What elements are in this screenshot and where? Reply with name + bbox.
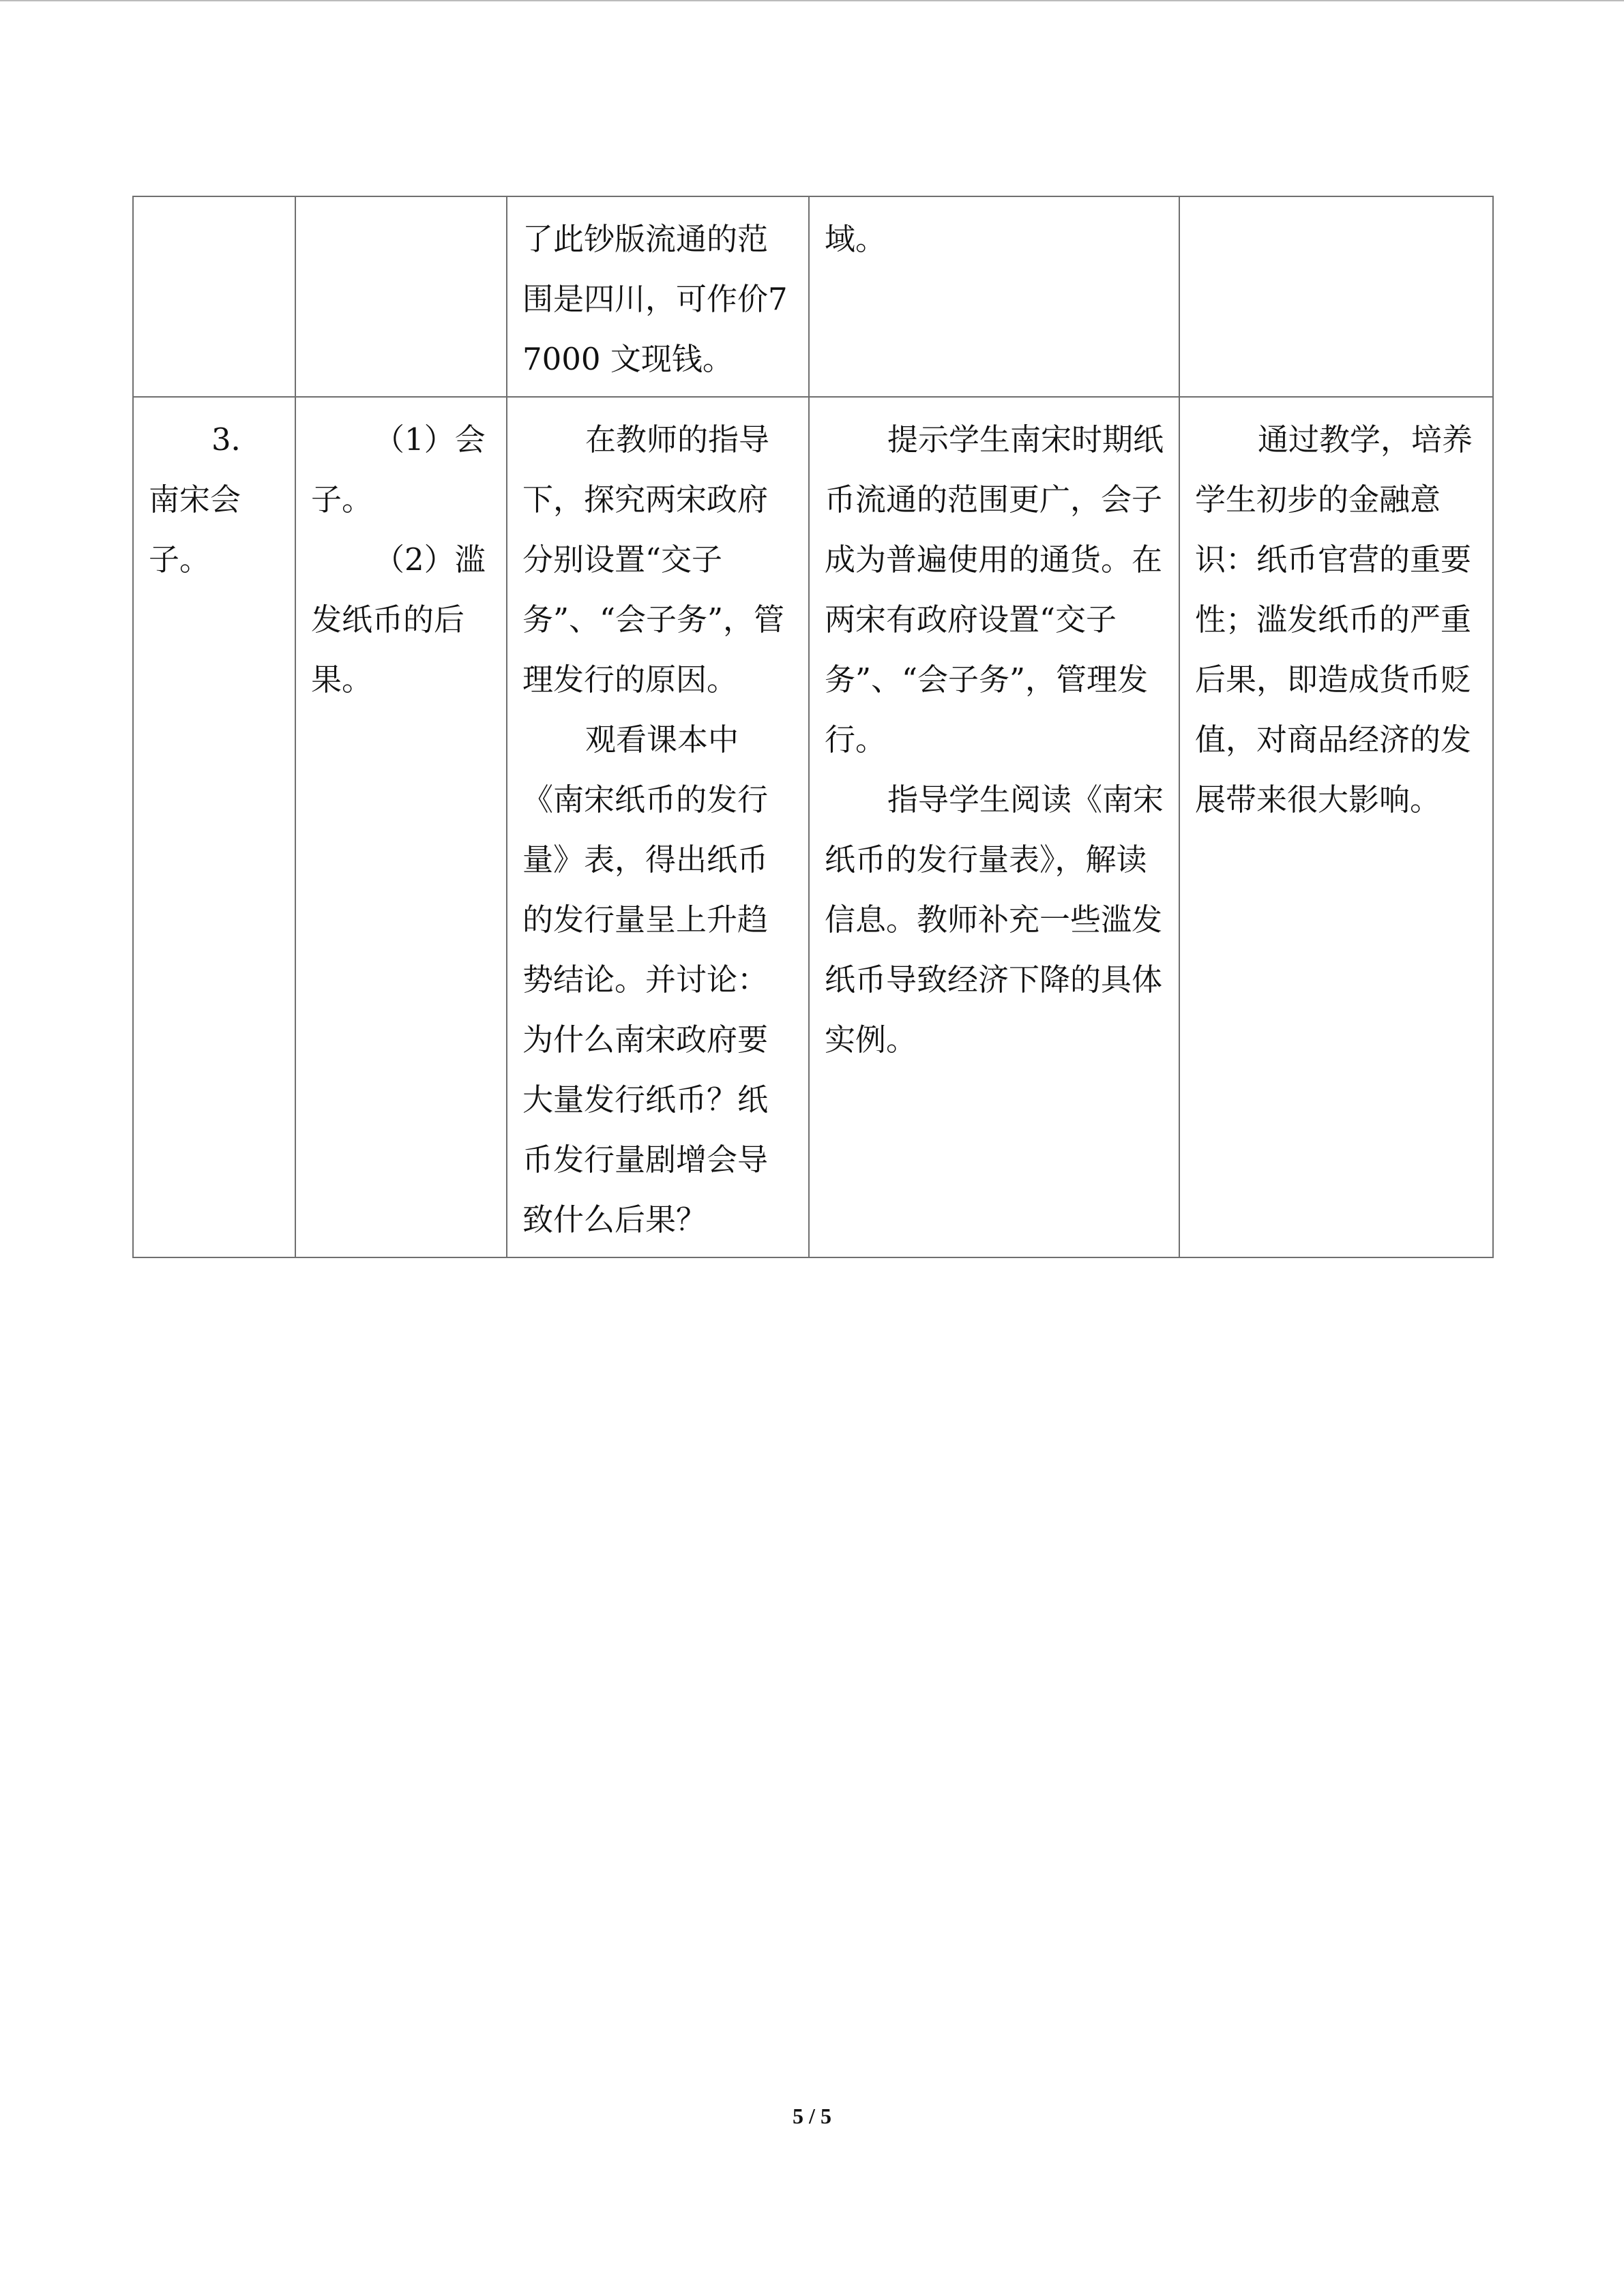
cell-paragraph: 指导学生阅读《南宋纸币的发行量表》，解读信息。教师补充一些滥发纸币导致经济下降的具体实例。	[825, 781, 1164, 1058]
cell-paragraph: 域。	[825, 221, 887, 257]
cell-paragraph: 3．南宋会子。	[149, 421, 262, 578]
table-row	[133, 397, 1493, 1257]
table-cell-topic	[133, 196, 295, 397]
cell-paragraph: 了此钞版流通的范围是四川，可作价77000 文现钱。	[522, 221, 788, 377]
table-cell-student-activity	[507, 397, 809, 1257]
top-border-line	[0, 0, 1624, 1]
cell-paragraph: （1）会子。	[311, 421, 486, 518]
table-cell-content	[295, 196, 507, 397]
cell-paragraph: （2）滥发纸币的后果。	[311, 541, 486, 698]
table-cell-design-intent	[1179, 397, 1493, 1257]
table-row	[133, 196, 1493, 397]
table-cell-design-intent	[1179, 196, 1493, 397]
cell-paragraph: 提示学生南宋时期纸币流通的范围更广，会子成为普遍使用的通货。在两宋有政府设置“交子务”、“会子务”，管理发行。	[825, 421, 1164, 758]
page-number: 5 / 5	[793, 2104, 831, 2128]
table-cell-teacher-activity	[809, 397, 1179, 1257]
table-cell-student-activity	[507, 196, 809, 397]
table-cell-teacher-activity	[809, 196, 1179, 397]
table-cell-content	[295, 397, 507, 1257]
lesson-plan-table	[132, 196, 1494, 1258]
table-cell-topic	[133, 397, 295, 1257]
cell-paragraph: 观看课本中《南宋纸币的发行量》表，得出纸币的发行量呈上升趋势结论。并讨论：为什么南宋政府要大量发行纸币？纸币发行量剧增会导致什么后果？	[522, 721, 769, 1238]
cell-paragraph: 在教师的指导下，探究两宋政府分别设置“交子务”、“会子务”，管理发行的原因。	[522, 421, 785, 698]
cell-paragraph: 通过教学，培养学生初步的金融意识：纸币官营的重要性；滥发纸币的严重后果，即造成货币贬值，对商品经济的发展带来很大影响。	[1195, 421, 1473, 818]
